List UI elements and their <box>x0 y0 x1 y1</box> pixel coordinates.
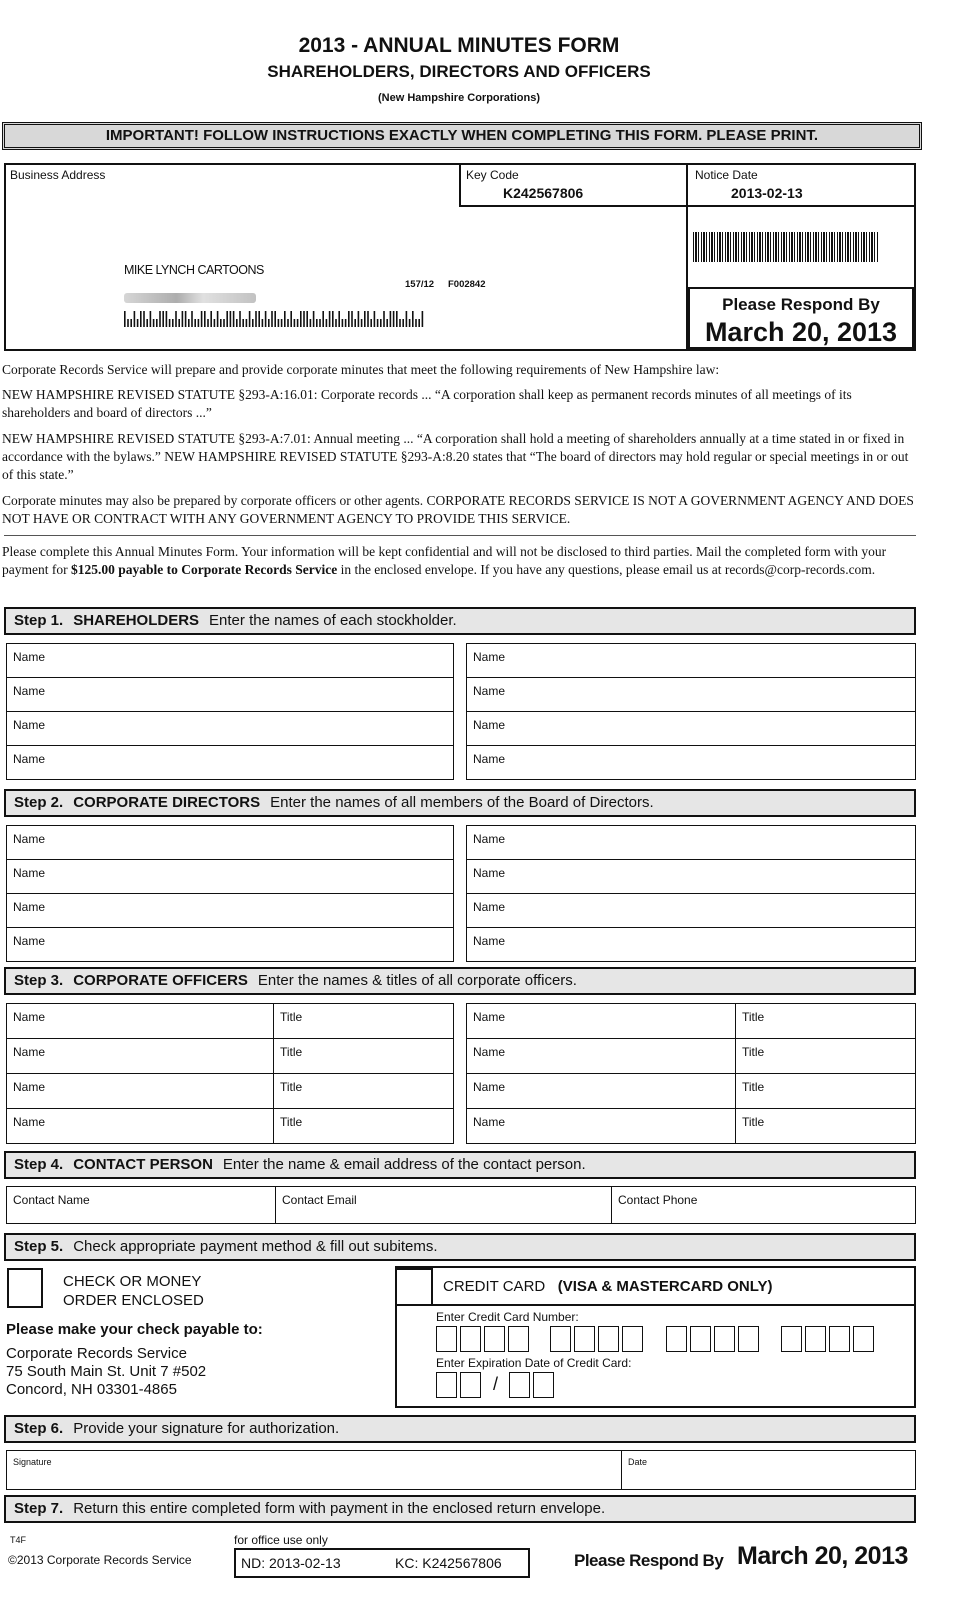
cc-digit-box[interactable] <box>853 1326 874 1352</box>
barcode-bar <box>364 311 366 327</box>
office-nd: ND: 2013-02-13 <box>241 1555 341 1571</box>
barcode-bar <box>406 311 408 327</box>
copyright: ©2013 Corporate Records Service <box>8 1553 192 1567</box>
barcode-bar <box>370 319 372 327</box>
divider <box>459 205 688 207</box>
notice-date-label: Notice Date <box>695 168 758 182</box>
cc-digit-box[interactable] <box>574 1326 595 1352</box>
barcode-bar <box>236 319 238 327</box>
barcode-bar <box>268 319 270 327</box>
statute-paragraph-2: NEW HAMPSHIRE REVISED STATUTE §293-A:7.01: Annual meeting ... “A corporation shall hold a meeting of shareholders annually at a time stated in or fixed in accordance with the bylaws.” NEW HAMPSHIRE REVISED STATUTE §293-A:8.20 states that “The board of directors may hold regular or special meetings in or out of this state.” <box>2 431 909 482</box>
exp-digit-box[interactable] <box>509 1372 530 1398</box>
name-field[interactable]: Name <box>6 893 454 928</box>
officer-name-field[interactable]: Name <box>466 1108 736 1144</box>
cc-number-label: Enter Credit Card Number: <box>436 1310 579 1324</box>
name-field[interactable]: Name <box>6 677 454 712</box>
statute-paragraph-1: NEW HAMPSHIRE REVISED STATUTE §293-A:16.01: Corporate records ... “A corporation shall keep as permanent records minutes of all meetings of its shareholders and board of directors ...” <box>2 387 852 420</box>
barcode-bar <box>399 319 401 327</box>
name-field[interactable]: Name <box>6 745 454 780</box>
office-use-label: for office use only <box>234 1533 328 1547</box>
step-4-header: Step 4. CONTACT PERSON Enter the name & email address of the contact person. <box>4 1151 916 1179</box>
footer-respond-label: Please Respond By <box>574 1551 724 1570</box>
barcode-bar <box>335 319 337 327</box>
cc-digit-box[interactable] <box>550 1326 571 1352</box>
barcode-image <box>693 232 878 262</box>
barcode-bar <box>287 319 289 327</box>
respond-by-date: March 20, 2013 <box>704 317 898 347</box>
name-field[interactable]: Name <box>6 859 454 894</box>
name-field[interactable]: Name <box>466 927 916 962</box>
signature-date-field[interactable]: Date <box>621 1450 916 1490</box>
exp-digit-box[interactable] <box>436 1372 457 1398</box>
key-code-value: K242567806 <box>503 185 584 201</box>
barcode-bar <box>194 319 196 327</box>
barcode-bar <box>390 311 392 327</box>
barcode-bar <box>412 311 414 327</box>
barcode-bar <box>367 311 369 327</box>
name-field[interactable]: Name <box>6 711 454 746</box>
respond-by-label: Please Respond By <box>722 295 880 314</box>
barcode-bar <box>338 311 340 327</box>
barcode-bar <box>348 311 350 327</box>
barcode-bar <box>255 311 257 327</box>
office-kc: KC: K242567806 <box>395 1555 502 1571</box>
instructions-paragraph: Please complete this Annual Minutes Form. Your information will be kept confidential and will not be disclosed to third parties. Mail the completed form with your payment for $125.00 payable to Corporate Records Service in the enclosed envelope. If you have any questions, please email us at records@corp-records.com. <box>2 544 887 577</box>
barcode-bar <box>143 311 145 327</box>
credit-card-checkbox[interactable] <box>395 1268 433 1306</box>
barcode-bar <box>322 311 324 327</box>
barcode-bar <box>415 319 417 327</box>
barcode-bar <box>223 319 225 327</box>
barcode-bar <box>210 311 212 327</box>
barcode-bar <box>146 319 148 327</box>
cc-digit-box[interactable] <box>738 1326 759 1352</box>
barcode-bar <box>418 319 420 327</box>
barcode-bar <box>290 311 292 327</box>
barcode-bar <box>175 311 177 327</box>
form-subtitle: SHAREHOLDERS, DIRECTORS AND OFFICERS <box>267 62 651 81</box>
barcode-bar <box>178 319 180 327</box>
cc-digit-box[interactable] <box>781 1326 802 1352</box>
name-field[interactable]: Name <box>466 745 916 780</box>
barcode-bar <box>166 311 168 327</box>
barcode-bar <box>386 319 388 327</box>
officer-name-field[interactable]: Name <box>466 1073 736 1109</box>
barcode-bar <box>402 319 404 327</box>
postal-barcode <box>124 311 430 327</box>
instructions-banner: IMPORTANT! FOLLOW INSTRUCTIONS EXACTLY WHEN COMPLETING THIS FORM. PLEASE PRINT. <box>2 122 922 150</box>
officer-title-field[interactable]: Title <box>273 1003 454 1039</box>
officer-name-field[interactable]: Name <box>466 1003 736 1039</box>
cc-digit-box[interactable] <box>714 1326 735 1352</box>
barcode-bar <box>153 319 155 327</box>
barcode-bar <box>191 311 193 327</box>
barcode-bar <box>306 311 308 327</box>
payee-city: Concord, NH 03301-4865 <box>6 1381 177 1398</box>
barcode-bar <box>316 319 318 327</box>
name-field[interactable]: Name <box>466 893 916 928</box>
divider <box>686 205 916 207</box>
officer-title-field[interactable]: Title <box>273 1108 454 1144</box>
business-address-label: Business Address <box>10 168 106 182</box>
contact-name-field[interactable]: Contact Name <box>6 1186 276 1224</box>
exp-slash: / <box>493 1374 499 1394</box>
barcode-bar <box>150 311 152 327</box>
name-field[interactable]: Name <box>6 927 454 962</box>
exp-digit-box[interactable] <box>460 1372 481 1398</box>
officer-name-field[interactable]: Name <box>6 1038 274 1074</box>
disclaimer-paragraph: Corporate minutes may also be prepared by corporate officers or other agents. CORPORATE RECORDS SERVICE IS NOT A GOVERNMENT AGENCY AND DOES NOT HAVE OR CONTRACT WITH ANY GOVERNMENT AGENCY TO PROVIDE THIS SERVICE. <box>2 493 914 526</box>
barcode-bar <box>274 311 276 327</box>
barcode-bar <box>252 319 254 327</box>
barcode-bar <box>303 311 305 327</box>
form-code: T4F <box>10 1535 27 1545</box>
barcode-bar <box>271 311 273 327</box>
barcode-bar <box>265 311 267 327</box>
mail-code-1: 157/12 <box>405 279 435 290</box>
form-title: 2013 - ANNUAL MINUTES FORM <box>298 34 620 57</box>
step-6-header: Step 6. Provide your signature for authorization. <box>4 1415 916 1443</box>
barcode-bar <box>329 311 331 327</box>
barcode-bar <box>127 319 129 327</box>
cc-digit-box[interactable] <box>666 1326 687 1352</box>
barcode-bar <box>188 319 190 327</box>
barcode-bar <box>332 311 334 327</box>
barcode-bar <box>361 319 363 327</box>
officer-title-field[interactable]: Title <box>273 1073 454 1109</box>
notice-date-value: 2013-02-13 <box>731 185 803 201</box>
barcode-bar <box>137 319 139 327</box>
barcode-bar <box>358 311 360 327</box>
barcode-bar <box>396 311 398 327</box>
divider <box>459 163 461 207</box>
barcode-bar <box>233 311 235 327</box>
barcode-bar <box>182 311 184 327</box>
officer-title-field[interactable]: Title <box>735 1003 916 1039</box>
barcode-bar <box>204 311 206 327</box>
cc-digit-box[interactable] <box>805 1326 826 1352</box>
barcode-bar <box>345 319 347 327</box>
exp-digit-box[interactable] <box>533 1372 554 1398</box>
barcode-bar <box>258 311 260 327</box>
barcode-bar <box>281 319 283 327</box>
barcode-bar <box>198 319 200 327</box>
barcode-bar <box>130 319 132 327</box>
barcode-bar <box>162 311 164 327</box>
name-field[interactable]: Name <box>466 711 916 746</box>
barcode-bar <box>377 319 379 327</box>
barcode-bar <box>134 311 136 327</box>
barcode-bar <box>342 319 344 327</box>
officer-title-field[interactable]: Title <box>273 1038 454 1074</box>
redacted-address <box>124 293 256 303</box>
barcode-bar <box>246 319 248 327</box>
check-money-order-checkbox[interactable] <box>7 1268 43 1308</box>
payee-name: Corporate Records Service <box>6 1345 187 1362</box>
barcode-bar <box>217 311 219 327</box>
company-name: MIKE LYNCH CARTOONS <box>124 263 264 277</box>
cc-digit-box[interactable] <box>622 1326 643 1352</box>
barcode-bar <box>422 311 424 327</box>
barcode-bar <box>159 311 161 327</box>
barcode-bar <box>214 319 216 327</box>
name-field[interactable]: Name <box>6 643 454 678</box>
barcode-bar <box>319 319 321 327</box>
officer-title-field[interactable]: Title <box>735 1108 916 1144</box>
barcode-bar <box>300 311 302 327</box>
payee-street: 75 South Main St. Unit 7 #502 <box>6 1363 207 1380</box>
barcode-bar <box>226 311 228 327</box>
barcode-bar <box>278 319 280 327</box>
name-field[interactable]: Name <box>6 825 454 860</box>
divider <box>395 1304 916 1306</box>
barcode-bar <box>140 311 142 327</box>
name-field[interactable]: Name <box>466 677 916 712</box>
barcode-bar <box>249 311 251 327</box>
barcode-bar <box>380 319 382 327</box>
barcode-bar <box>124 311 126 327</box>
officer-name-field[interactable]: Name <box>6 1108 274 1144</box>
step-1-header: Step 1. SHAREHOLDERS Enter the names of each stockholder. <box>4 607 916 635</box>
signature-field[interactable]: Signature <box>6 1450 622 1490</box>
step-3-header: Step 3. CORPORATE OFFICERS Enter the names & titles of all corporate officers. <box>4 967 916 995</box>
barcode-bar <box>156 319 158 327</box>
check-option-line-2: ORDER ENCLOSED <box>63 1292 204 1309</box>
officer-name-field[interactable]: Name <box>466 1038 736 1074</box>
cc-digit-box[interactable] <box>460 1326 481 1352</box>
name-field[interactable]: Name <box>466 859 916 894</box>
credit-card-label: CREDIT CARD (VISA & MASTERCARD ONLY) <box>443 1278 773 1295</box>
barcode-bar <box>354 319 356 327</box>
name-field[interactable]: Name <box>466 643 916 678</box>
barcode-bar <box>239 311 241 327</box>
barcode-bar <box>326 319 328 327</box>
barcode-bar <box>313 311 315 327</box>
barcode-bar <box>294 319 296 327</box>
barcode-bar <box>172 319 174 327</box>
barcode-bar <box>383 311 385 327</box>
cc-digit-box[interactable] <box>690 1326 711 1352</box>
cc-digit-box[interactable] <box>508 1326 529 1352</box>
contact-email-field[interactable]: Contact Email <box>275 1186 612 1224</box>
barcode-bar <box>374 311 376 327</box>
intro-paragraph: Corporate Records Service will prepare and provide corporate minutes that meet the following requirements of New Hampshire law: <box>2 362 720 377</box>
contact-phone-field[interactable]: Contact Phone <box>611 1186 916 1224</box>
form-state: (New Hampshire Corporations) <box>378 92 540 104</box>
barcode-bar <box>207 319 209 327</box>
barcode-bar <box>169 319 171 327</box>
mail-code-2: F002842 <box>448 279 486 290</box>
step-7-header: Step 7. Return this entire completed form with payment in the enclosed return envelope. <box>4 1495 916 1523</box>
barcode-bar <box>262 319 264 327</box>
cc-digit-box[interactable] <box>484 1326 505 1352</box>
cc-digit-box[interactable] <box>436 1326 457 1352</box>
cc-digit-box[interactable] <box>598 1326 619 1352</box>
barcode-bar <box>351 311 353 327</box>
name-field[interactable]: Name <box>466 825 916 860</box>
officer-name-field[interactable]: Name <box>6 1003 274 1039</box>
barcode-bar <box>409 319 411 327</box>
barcode-bar <box>284 311 286 327</box>
respond-by-box <box>688 287 914 349</box>
barcode-bar <box>230 311 232 327</box>
barcode-bar <box>242 319 244 327</box>
barcode-bar <box>185 311 187 327</box>
barcode-bar <box>393 311 395 327</box>
barcode-bar <box>220 319 222 327</box>
key-code-label: Key Code <box>466 168 519 182</box>
payable-to-label: Please make your check payable to: <box>6 1321 263 1338</box>
officer-title-field[interactable]: Title <box>735 1038 916 1074</box>
officer-title-field[interactable]: Title <box>735 1073 916 1109</box>
step-5-header: Step 5. Check appropriate payment method & fill out subitems. <box>4 1233 916 1261</box>
check-option-line-1: CHECK OR MONEY <box>63 1273 202 1290</box>
officer-name-field[interactable]: Name <box>6 1073 274 1109</box>
cc-exp-label: Enter Expiration Date of Credit Card: <box>436 1356 632 1370</box>
barcode-bar <box>310 319 312 327</box>
cc-digit-box[interactable] <box>829 1326 850 1352</box>
footer-respond-date: March 20, 2013 <box>737 1542 908 1570</box>
step-2-header: Step 2. CORPORATE DIRECTORS Enter the names of all members of the Board of Directors. <box>4 789 916 817</box>
barcode-bar <box>297 319 299 327</box>
barcode-bar <box>201 311 203 327</box>
divider <box>4 535 916 536</box>
